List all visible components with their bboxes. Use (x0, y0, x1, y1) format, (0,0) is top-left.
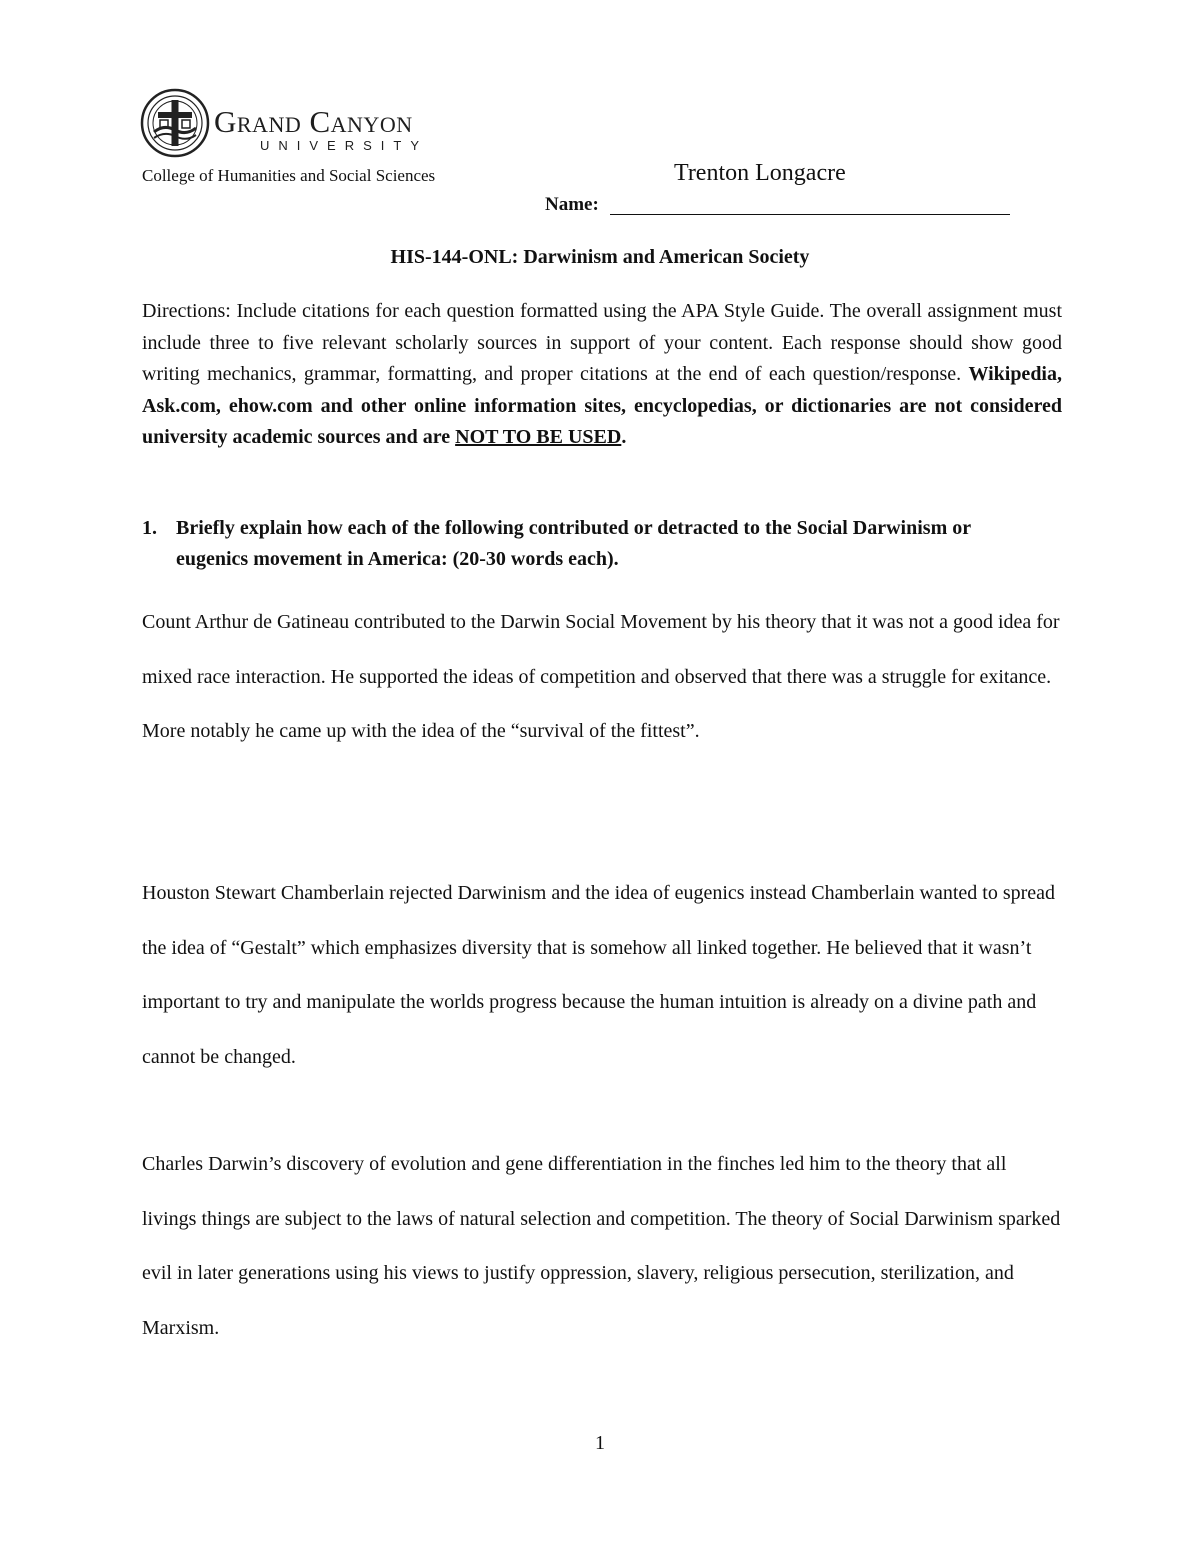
directions-warning: Wikipedia, Ask.com, ehow.com and other online information sites, encyclopedias, or dictionaries are not considered university academic sources and are (142, 363, 1062, 448)
university-logo (140, 88, 460, 160)
directions-paragraph (142, 296, 1062, 454)
page-number: 1 (595, 1432, 605, 1454)
university-seal-icon (140, 88, 210, 158)
directions-text: Directions: Include citations for each question formatted using the APA Style Guide. The overall assignment must include three to five relevant scholarly sources in support of your content. Each response should show good writing mechanics, grammar, formatting, and proper citations at the end of each question/response. (142, 300, 1062, 385)
answer-paragraph-chamberlain: Houston Stewart Chamberlain rejected Darwinism and the idea of eugenics instead Chamberlain wanted to spread the idea of “Gestalt” which emphasizes diversity that is somehow all linked together. He believed that it wasn’t important to try and manipulate the worlds progress because the human intuition is already on a divine path and cannot be changed. (142, 882, 1056, 1068)
college-name: College of Humanities and Social Sciences (142, 166, 436, 185)
answer-paragraph-darwin: Charles Darwin’s discovery of evolution and gene differentiation in the finches led him to the theory that all livings things are subject to the laws of natural selection and competition. The theory of Social Darwinism sparked evil in later generations using his views to justify oppression, slavery, religious persecution, sterilization, and Marxism. (142, 1153, 1061, 1339)
student-name: Trenton Longacre (674, 160, 846, 186)
answer-paragraph-gatineau: Count Arthur de Gatineau contributed to the Darwin Social Movement by his theory that it was not a good idea for mixed race interaction. He supported the ideas of competition and observed that there was a struggle for exitance. More notably he came up with the idea of the “survival of the fittest”. (142, 611, 1060, 742)
question-text: Briefly explain how each of the following contributed or detracted to the Social Darwinism or eugenics movement in America: (20-30 words each). (176, 517, 971, 570)
question-1 (142, 513, 1042, 575)
directions-not-to-be-used: NOT TO BE USED (455, 426, 622, 448)
logo-subtitle: UNIVERSITY (260, 138, 429, 153)
name-underline (610, 214, 1010, 215)
name-label: Name: (545, 194, 599, 215)
course-title: HIS-144-ONL: Darwinism and American Society (390, 246, 810, 268)
question-number: 1. (142, 517, 157, 539)
logo-wordmark: Grand Canyon (214, 104, 413, 139)
directions-end: . (621, 426, 627, 448)
